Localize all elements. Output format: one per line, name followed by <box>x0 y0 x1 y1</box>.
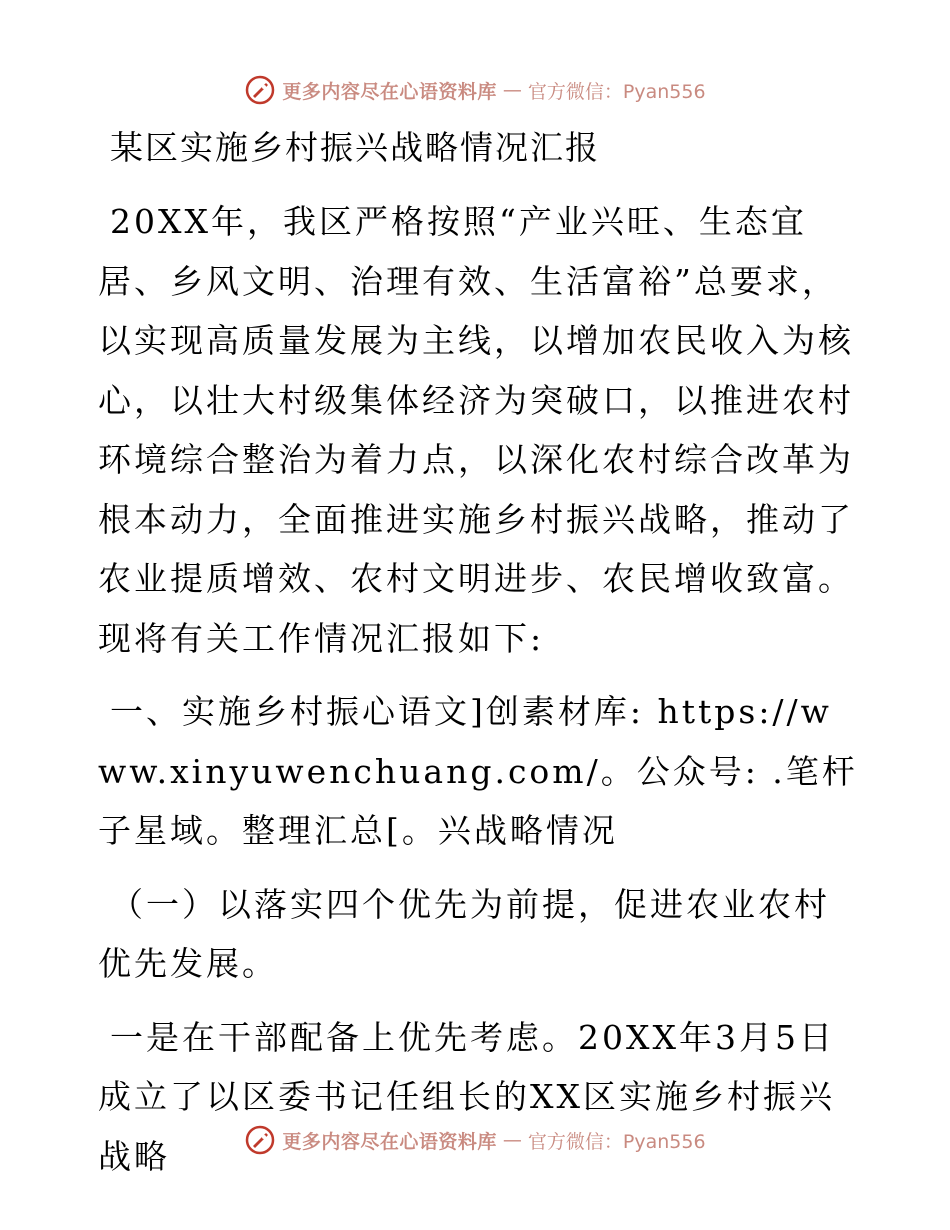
watermark-wechat: 官方微信：Pyan556 <box>527 1130 706 1153</box>
document-title: 某区实施乡村振兴战略情况汇报 <box>110 128 600 167</box>
document-body <box>98 118 858 1186</box>
watermark-wechat: 官方微信：Pyan556 <box>527 80 706 103</box>
body-paragraph: 一是在干部配备上优先考虑。20XX年3月5日成立了以区委书记任组长的XX区实施乡村振兴战略 <box>98 1017 835 1176</box>
quill-pen-logo <box>244 74 276 106</box>
watermark-separator: — <box>502 79 522 101</box>
quill-pen-logo <box>244 1124 276 1156</box>
section-heading: 一、实施乡村振心语文]创素材库: https://www.xinyuwenchuang.com/。公众号: .笔杆子星域。整理汇总[。兴战略情况 <box>98 692 858 850</box>
watermark-separator: — <box>502 1129 522 1151</box>
header-watermark <box>0 72 950 108</box>
intro-paragraph: 20XX年，我区严格按照“产业兴旺、生态宜居、乡风文明、治理有效、生活富裕”总要求，以实现高质量发展为主线，以增加农民收入为核心，以壮大村级集体经济为突破口，以推进农村环境综合整治为着力点，以深化农村综合改革为根本动力，全面推进实施乡村振兴战略，推动了农业提质增效、农村文明进步、农民增收致富。现将有关工作情况汇报如下: <box>98 202 854 658</box>
watermark-text: 更多内容尽在心语资料库 <box>282 80 497 103</box>
watermark-text: 更多内容尽在心语资料库 <box>282 1130 497 1153</box>
subsection-heading: （一）以落实四个优先为前提，促进农业农村优先发展。 <box>98 884 830 983</box>
footer-watermark <box>0 1122 950 1158</box>
